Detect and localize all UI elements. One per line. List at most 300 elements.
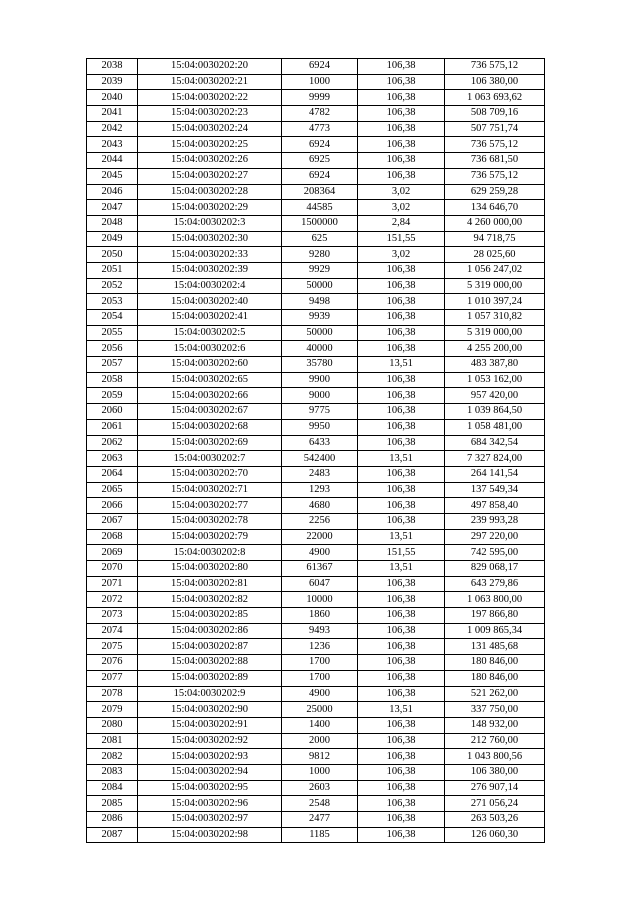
area-cell: 6924 [282,137,358,153]
cadastral-number-cell: 15:04:0030202:26 [138,153,282,169]
rate-cell: 106,38 [358,498,445,514]
area-cell: 6047 [282,576,358,592]
rate-cell: 106,38 [358,435,445,451]
cadastral-number-cell: 15:04:0030202:22 [138,90,282,106]
value-cell: 736 575,12 [445,168,545,184]
row-number-cell: 2081 [87,733,138,749]
cadastral-number-cell: 15:04:0030202:96 [138,796,282,812]
area-cell: 2477 [282,812,358,828]
cadastral-number-cell: 15:04:0030202:39 [138,262,282,278]
value-cell: 629 259,28 [445,184,545,200]
row-number-cell: 2061 [87,419,138,435]
area-cell: 625 [282,231,358,247]
value-cell: 497 858,40 [445,498,545,514]
rate-cell: 106,38 [358,670,445,686]
row-number-cell: 2054 [87,310,138,326]
rate-cell: 106,38 [358,419,445,435]
cadastral-number-cell: 15:04:0030202:24 [138,121,282,137]
table-row [87,325,545,341]
rate-cell: 106,38 [358,639,445,655]
value-cell: 1 057 310,82 [445,310,545,326]
area-cell: 4782 [282,106,358,122]
table-row [87,231,545,247]
value-cell: 1 053 162,00 [445,372,545,388]
table-row [87,153,545,169]
rate-cell: 151,55 [358,545,445,561]
rate-cell: 106,38 [358,796,445,812]
table-row [87,168,545,184]
table-row [87,702,545,718]
cadastral-number-cell: 15:04:0030202:67 [138,404,282,420]
value-cell: 263 503,26 [445,812,545,828]
row-number-cell: 2057 [87,357,138,373]
row-number-cell: 2078 [87,686,138,702]
rate-cell: 106,38 [358,482,445,498]
row-number-cell: 2060 [87,404,138,420]
value-cell: 507 751,74 [445,121,545,137]
area-cell: 9498 [282,294,358,310]
rate-cell: 106,38 [358,812,445,828]
row-number-cell: 2086 [87,812,138,828]
rate-cell: 3,02 [358,247,445,263]
value-cell: 337 750,00 [445,702,545,718]
cadastral-number-cell: 15:04:0030202:93 [138,749,282,765]
table-row [87,404,545,420]
area-cell: 4773 [282,121,358,137]
table-row [87,388,545,404]
cadastral-number-cell: 15:04:0030202:66 [138,388,282,404]
area-cell: 1236 [282,639,358,655]
cadastral-number-cell: 15:04:0030202:40 [138,294,282,310]
cadastral-number-cell: 15:04:0030202:90 [138,702,282,718]
cadastral-number-cell: 15:04:0030202:9 [138,686,282,702]
rate-cell: 106,38 [358,325,445,341]
table-row [87,686,545,702]
table-row [87,513,545,529]
value-cell: 271 056,24 [445,796,545,812]
cadastral-number-cell: 15:04:0030202:20 [138,59,282,75]
cadastral-number-cell: 15:04:0030202:68 [138,419,282,435]
rate-cell: 13,51 [358,702,445,718]
cadastral-number-cell: 15:04:0030202:98 [138,827,282,843]
row-number-cell: 2051 [87,262,138,278]
table-row [87,529,545,545]
value-cell: 736 681,50 [445,153,545,169]
cadastral-number-cell: 15:04:0030202:27 [138,168,282,184]
row-number-cell: 2065 [87,482,138,498]
cadastral-number-cell: 15:04:0030202:89 [138,670,282,686]
rate-cell: 106,38 [358,262,445,278]
rate-cell: 13,51 [358,529,445,545]
cadastral-number-cell: 15:04:0030202:7 [138,451,282,467]
rate-cell: 106,38 [358,372,445,388]
row-number-cell: 2085 [87,796,138,812]
table-row [87,294,545,310]
table-row [87,74,545,90]
rate-cell: 13,51 [358,451,445,467]
row-number-cell: 2076 [87,655,138,671]
value-cell: 1 039 864,50 [445,404,545,420]
cadastral-number-cell: 15:04:0030202:69 [138,435,282,451]
value-cell: 126 060,30 [445,827,545,843]
rate-cell: 106,38 [358,168,445,184]
value-cell: 212 760,00 [445,733,545,749]
rate-cell: 106,38 [358,388,445,404]
value-cell: 106 380,00 [445,74,545,90]
value-cell: 4 255 200,00 [445,341,545,357]
area-cell: 9999 [282,90,358,106]
cadastral-number-cell: 15:04:0030202:4 [138,278,282,294]
row-number-cell: 2079 [87,702,138,718]
table-row [87,341,545,357]
cadastral-number-cell: 15:04:0030202:21 [138,74,282,90]
row-number-cell: 2074 [87,623,138,639]
value-cell: 276 907,14 [445,780,545,796]
row-number-cell: 2058 [87,372,138,388]
table-row [87,733,545,749]
area-cell: 1400 [282,717,358,733]
area-cell: 4900 [282,545,358,561]
table-row [87,717,545,733]
table-row [87,262,545,278]
table-row [87,419,545,435]
area-cell: 1185 [282,827,358,843]
rate-cell: 3,02 [358,184,445,200]
cadastral-number-cell: 15:04:0030202:5 [138,325,282,341]
cadastral-number-cell: 15:04:0030202:60 [138,357,282,373]
row-number-cell: 2087 [87,827,138,843]
row-number-cell: 2083 [87,764,138,780]
value-cell: 508 709,16 [445,106,545,122]
row-number-cell: 2080 [87,717,138,733]
table-row [87,764,545,780]
table-row [87,812,545,828]
area-cell: 1700 [282,655,358,671]
table-row [87,561,545,577]
area-cell: 10000 [282,592,358,608]
rate-cell: 106,38 [358,466,445,482]
cadastral-number-cell: 15:04:0030202:78 [138,513,282,529]
area-cell: 9812 [282,749,358,765]
area-cell: 2000 [282,733,358,749]
row-number-cell: 2068 [87,529,138,545]
table-row [87,357,545,373]
rate-cell: 106,38 [358,686,445,702]
area-cell: 1860 [282,608,358,624]
rate-cell: 106,38 [358,278,445,294]
value-cell: 736 575,12 [445,137,545,153]
row-number-cell: 2077 [87,670,138,686]
table-row [87,592,545,608]
area-cell: 1700 [282,670,358,686]
value-cell: 1 056 247,02 [445,262,545,278]
row-number-cell: 2064 [87,466,138,482]
rate-cell: 106,38 [358,655,445,671]
value-cell: 197 866,80 [445,608,545,624]
cadastral-number-cell: 15:04:0030202:30 [138,231,282,247]
rate-cell: 2,84 [358,215,445,231]
rate-cell: 106,38 [358,780,445,796]
value-cell: 297 220,00 [445,529,545,545]
table-row [87,749,545,765]
area-cell: 9493 [282,623,358,639]
row-number-cell: 2038 [87,59,138,75]
rate-cell: 151,55 [358,231,445,247]
value-cell: 264 141,54 [445,466,545,482]
cadastral-number-cell: 15:04:0030202:94 [138,764,282,780]
area-cell: 61367 [282,561,358,577]
cadastral-number-cell: 15:04:0030202:28 [138,184,282,200]
area-cell: 50000 [282,325,358,341]
cadastral-number-cell: 15:04:0030202:71 [138,482,282,498]
rate-cell: 106,38 [358,153,445,169]
area-cell: 2256 [282,513,358,529]
cadastral-number-cell: 15:04:0030202:80 [138,561,282,577]
rate-cell: 106,38 [358,733,445,749]
cadastral-number-cell: 15:04:0030202:33 [138,247,282,263]
rate-cell: 106,38 [358,90,445,106]
area-cell: 9000 [282,388,358,404]
table-row [87,59,545,75]
area-cell: 9950 [282,419,358,435]
rate-cell: 106,38 [358,294,445,310]
area-cell: 2548 [282,796,358,812]
area-cell: 9939 [282,310,358,326]
row-number-cell: 2042 [87,121,138,137]
area-cell: 1000 [282,74,358,90]
value-cell: 180 846,00 [445,655,545,671]
rate-cell: 106,38 [358,608,445,624]
value-cell: 131 485,68 [445,639,545,655]
row-number-cell: 2041 [87,106,138,122]
area-cell: 44585 [282,200,358,216]
value-cell: 239 993,28 [445,513,545,529]
area-cell: 542400 [282,451,358,467]
row-number-cell: 2082 [87,749,138,765]
cadastral-number-cell: 15:04:0030202:87 [138,639,282,655]
table-body [87,59,545,843]
table-row [87,278,545,294]
cadastral-number-cell: 15:04:0030202:91 [138,717,282,733]
table-row [87,90,545,106]
row-number-cell: 2045 [87,168,138,184]
cadastral-number-cell: 15:04:0030202:88 [138,655,282,671]
cadastral-number-cell: 15:04:0030202:65 [138,372,282,388]
table-row [87,215,545,231]
value-cell: 7 327 824,00 [445,451,545,467]
area-cell: 9775 [282,404,358,420]
cadastral-number-cell: 15:04:0030202:92 [138,733,282,749]
cadastral-number-cell: 15:04:0030202:85 [138,608,282,624]
value-cell: 1 043 800,56 [445,749,545,765]
row-number-cell: 2049 [87,231,138,247]
value-cell: 94 718,75 [445,231,545,247]
cadastral-number-cell: 15:04:0030202:77 [138,498,282,514]
value-cell: 1 010 397,24 [445,294,545,310]
cadastral-number-cell: 15:04:0030202:3 [138,215,282,231]
value-cell: 180 846,00 [445,670,545,686]
rate-cell: 106,38 [358,749,445,765]
value-cell: 957 420,00 [445,388,545,404]
cadastral-number-cell: 15:04:0030202:81 [138,576,282,592]
area-cell: 9900 [282,372,358,388]
area-cell: 1000 [282,764,358,780]
row-number-cell: 2044 [87,153,138,169]
cadastral-number-cell: 15:04:0030202:23 [138,106,282,122]
value-cell: 829 068,17 [445,561,545,577]
table-row [87,121,545,137]
table-row [87,184,545,200]
cadastral-number-cell: 15:04:0030202:86 [138,623,282,639]
row-number-cell: 2072 [87,592,138,608]
value-cell: 134 646,70 [445,200,545,216]
value-cell: 4 260 000,00 [445,215,545,231]
cadastral-number-cell: 15:04:0030202:41 [138,310,282,326]
table-row [87,435,545,451]
rate-cell: 106,38 [358,59,445,75]
rate-cell: 3,02 [358,200,445,216]
area-cell: 9929 [282,262,358,278]
table-row [87,482,545,498]
table-row [87,639,545,655]
table-row [87,137,545,153]
value-cell: 736 575,12 [445,59,545,75]
row-number-cell: 2069 [87,545,138,561]
cadastral-number-cell: 15:04:0030202:25 [138,137,282,153]
rate-cell: 13,51 [358,357,445,373]
area-cell: 208364 [282,184,358,200]
value-cell: 1 063 693,62 [445,90,545,106]
row-number-cell: 2073 [87,608,138,624]
value-cell: 521 262,00 [445,686,545,702]
table-row [87,466,545,482]
area-cell: 6925 [282,153,358,169]
area-cell: 2603 [282,780,358,796]
area-cell: 9280 [282,247,358,263]
area-cell: 6924 [282,168,358,184]
rate-cell: 106,38 [358,404,445,420]
value-cell: 28 025,60 [445,247,545,263]
row-number-cell: 2047 [87,200,138,216]
row-number-cell: 2043 [87,137,138,153]
table-row [87,655,545,671]
area-cell: 4680 [282,498,358,514]
table-row [87,372,545,388]
cadastral-number-cell: 15:04:0030202:8 [138,545,282,561]
rate-cell: 106,38 [358,341,445,357]
area-cell: 40000 [282,341,358,357]
table-row [87,498,545,514]
value-cell: 1 058 481,00 [445,419,545,435]
area-cell: 1293 [282,482,358,498]
row-number-cell: 2084 [87,780,138,796]
rate-cell: 13,51 [358,561,445,577]
value-cell: 742 595,00 [445,545,545,561]
table-row [87,106,545,122]
table-row [87,200,545,216]
area-cell: 2483 [282,466,358,482]
cadastral-number-cell: 15:04:0030202:29 [138,200,282,216]
row-number-cell: 2070 [87,561,138,577]
rate-cell: 106,38 [358,513,445,529]
table-row [87,545,545,561]
table-row [87,827,545,843]
value-cell: 643 279,86 [445,576,545,592]
cadastral-number-cell: 15:04:0030202:97 [138,812,282,828]
rate-cell: 106,38 [358,310,445,326]
table-row [87,670,545,686]
row-number-cell: 2063 [87,451,138,467]
value-cell: 483 387,80 [445,357,545,373]
row-number-cell: 2046 [87,184,138,200]
area-cell: 35780 [282,357,358,373]
cadastral-number-cell: 15:04:0030202:70 [138,466,282,482]
table-row [87,247,545,263]
row-number-cell: 2075 [87,639,138,655]
row-number-cell: 2048 [87,215,138,231]
rate-cell: 106,38 [358,717,445,733]
value-cell: 1 009 865,34 [445,623,545,639]
value-cell: 106 380,00 [445,764,545,780]
rate-cell: 106,38 [358,106,445,122]
row-number-cell: 2039 [87,74,138,90]
rate-cell: 106,38 [358,121,445,137]
area-cell: 1500000 [282,215,358,231]
value-cell: 148 932,00 [445,717,545,733]
row-number-cell: 2067 [87,513,138,529]
area-cell: 25000 [282,702,358,718]
data-table [86,58,545,843]
row-number-cell: 2055 [87,325,138,341]
cadastral-number-cell: 15:04:0030202:95 [138,780,282,796]
table-row [87,608,545,624]
area-cell: 50000 [282,278,358,294]
value-cell: 5 319 000,00 [445,278,545,294]
cadastral-number-cell: 15:04:0030202:82 [138,592,282,608]
value-cell: 1 063 800,00 [445,592,545,608]
row-number-cell: 2071 [87,576,138,592]
table-row [87,451,545,467]
row-number-cell: 2053 [87,294,138,310]
area-cell: 6433 [282,435,358,451]
area-cell: 6924 [282,59,358,75]
value-cell: 137 549,34 [445,482,545,498]
row-number-cell: 2062 [87,435,138,451]
rate-cell: 106,38 [358,74,445,90]
row-number-cell: 2056 [87,341,138,357]
table-row [87,623,545,639]
row-number-cell: 2059 [87,388,138,404]
rate-cell: 106,38 [358,592,445,608]
row-number-cell: 2052 [87,278,138,294]
value-cell: 684 342,54 [445,435,545,451]
rate-cell: 106,38 [358,623,445,639]
cadastral-number-cell: 15:04:0030202:6 [138,341,282,357]
table-row [87,310,545,326]
value-cell: 5 319 000,00 [445,325,545,341]
table-row [87,780,545,796]
rate-cell: 106,38 [358,764,445,780]
rate-cell: 106,38 [358,827,445,843]
row-number-cell: 2050 [87,247,138,263]
cadastral-number-cell: 15:04:0030202:79 [138,529,282,545]
rate-cell: 106,38 [358,137,445,153]
area-cell: 22000 [282,529,358,545]
table-row [87,796,545,812]
rate-cell: 106,38 [358,576,445,592]
area-cell: 4900 [282,686,358,702]
row-number-cell: 2040 [87,90,138,106]
